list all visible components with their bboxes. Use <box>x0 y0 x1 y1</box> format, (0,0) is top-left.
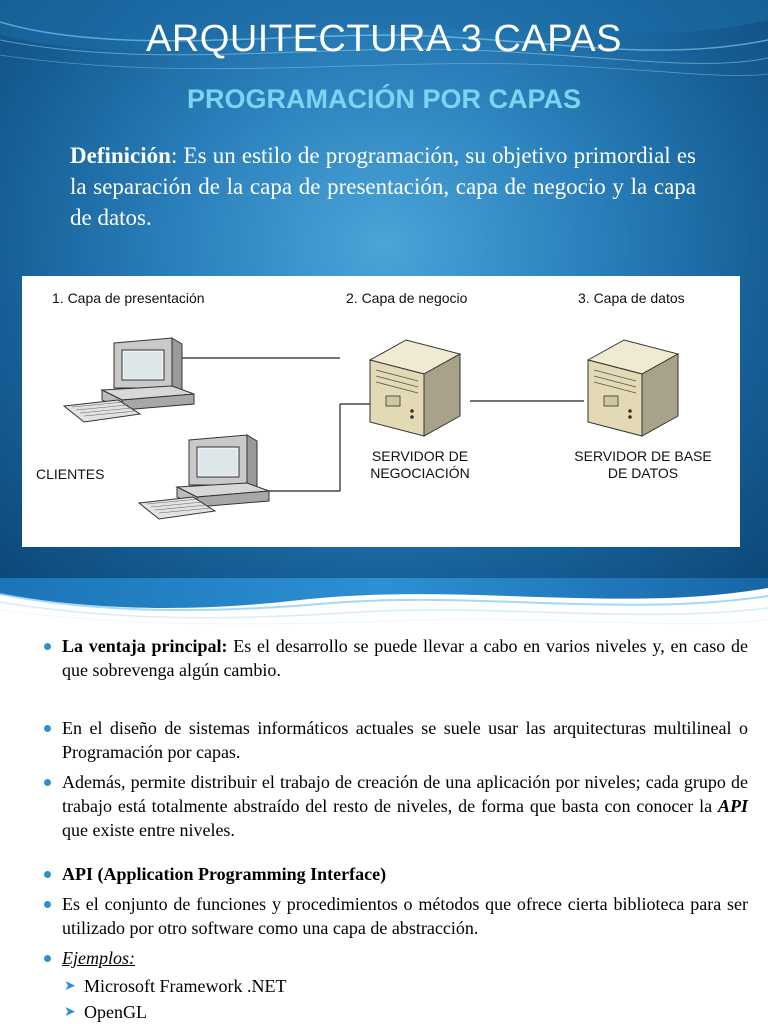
diagram-graphics <box>22 276 740 547</box>
slide-title: ARQUITECTURA 3 CAPAS <box>146 18 622 60</box>
bullet-icon <box>44 955 51 962</box>
arrow-bullet-icon: ➤ <box>64 1004 76 1020</box>
layer-label-business: 2. Capa de negocio <box>346 290 468 306</box>
business-server-label: SERVIDOR DE NEGOCIACIÓN <box>370 448 470 481</box>
list-item: ➤ Microsoft Framework .NET <box>64 976 287 996</box>
list-item: En el diseño de sistemas informáticos actuales se suele usar las arquitecturas multilineal o Programación por capas. <box>62 716 748 764</box>
bullet-icon <box>44 779 51 786</box>
list-item: Es el conjunto de funciones y procedimientos o métodos que ofrece cierta biblioteca para ser utilizado por otro software como una capa de abstracción. <box>62 892 748 940</box>
arrow-bullet-icon: ➤ <box>64 978 76 994</box>
list-item: La ventaja principal: Es el desarrollo se puede llevar a cabo en varios niveles y, en caso de que sobrevenga algún cambio. <box>62 634 748 682</box>
bullet-list <box>0 578 768 1024</box>
list-item: ➤ OpenGL <box>64 1002 147 1022</box>
list-item: API (Application Programming Interface) <box>62 862 748 886</box>
list-item: Ejemplos: <box>62 946 748 970</box>
client-computer-icon <box>64 338 194 422</box>
bullet-icon <box>44 901 51 908</box>
definition-paragraph <box>70 140 696 233</box>
definition-text: : Es un estilo de programación, su objetivo primordial es la separación de la capa de presentación, capa de negocio y la capa de datos. <box>70 143 696 230</box>
clients-label: CLIENTES <box>36 466 105 482</box>
layer-label-presentation: 1. Capa de presentación <box>52 290 205 306</box>
database-server-label: SERVIDOR DE BASE DE DATOS <box>574 448 712 481</box>
slide-subtitle: PROGRAMACIÓN POR CAPAS <box>186 84 582 114</box>
layer-label-data: 3. Capa de datos <box>578 290 685 306</box>
bullet-icon <box>44 725 51 732</box>
three-tier-diagram <box>22 276 740 547</box>
business-server-icon <box>370 340 460 436</box>
database-server-icon <box>588 340 678 436</box>
definition-term: Definición <box>70 143 171 168</box>
bullet-icon <box>44 643 51 650</box>
bullet-icon <box>44 871 51 878</box>
list-item: Además, permite distribuir el trabajo de creación de una aplicación por niveles; cada grupo de trabajo está totalmente abstraído del resto de niveles, de forma que basta con conocer la API que existe entre niveles. <box>62 770 748 842</box>
slide-bottom <box>0 578 768 1024</box>
client-computer-icon <box>139 435 269 519</box>
